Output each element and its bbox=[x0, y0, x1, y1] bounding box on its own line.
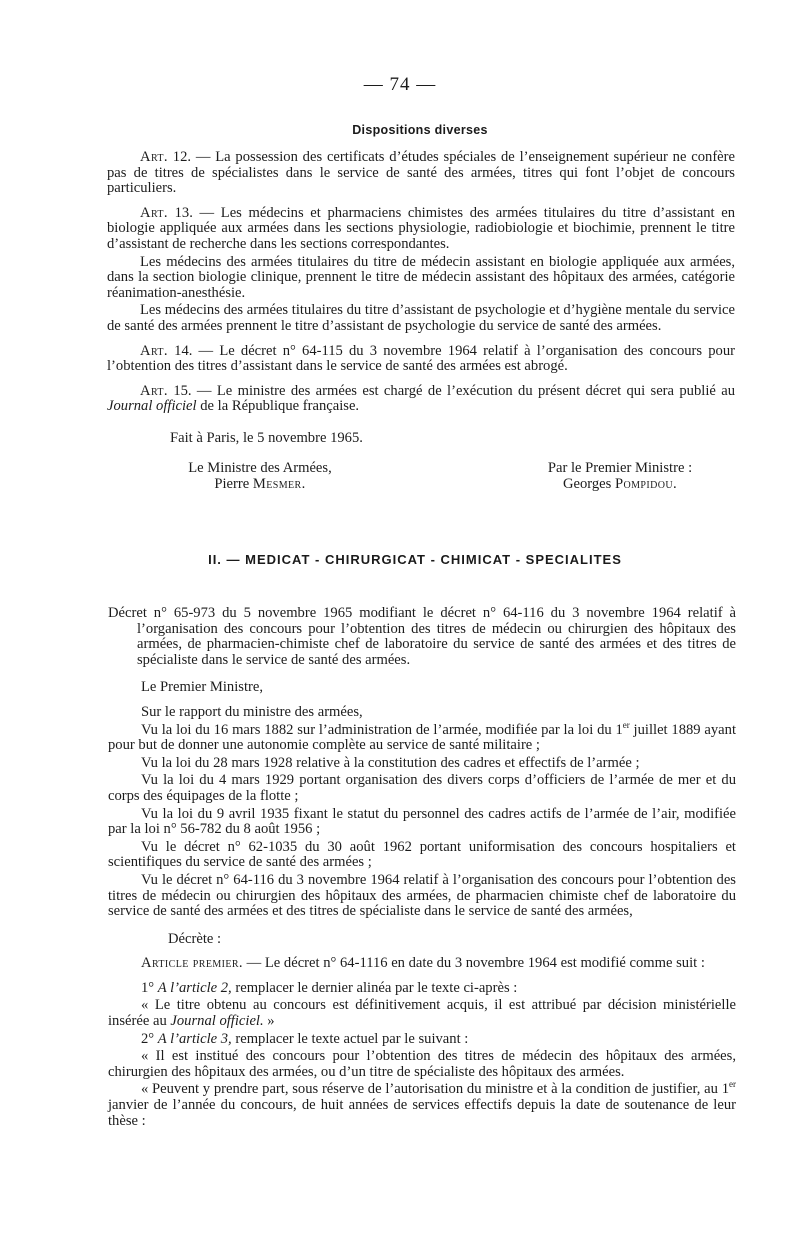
journal-officiel-ref: Journal officiel bbox=[107, 398, 197, 415]
article-12: Art. 12. — La possession des certificats d’études spéciales de l’enseignement supérieur ne confère pas de titres de spécialistes dans le service de santé des armées, titres qui font l’objet de concours particuliers. bbox=[107, 149, 735, 197]
article-13: Art. 13. — Les médecins et pharmaciens chimistes des armées titulaires du titre d’assistant en biologie appliquée aux armées dans les sections physiologie, radiobiologie et biochimie, prennent le titre d’assistant de recherche dans les sections correspondantes. bbox=[107, 204, 735, 252]
signature-title: Le Ministre des Armées, bbox=[188, 460, 332, 476]
decrete-line: Décrète : bbox=[168, 930, 222, 947]
visa-decret-1964: Vu le décret n° 64-116 du 3 novembre 1964 relatif à l’organisation des concours pour l’obtention des titres de médecin ou chirurgien des hôpitaux des armées, de pharmacien chimiste chef de laboratoire du service de santé des armées et des titres de spécialiste dans le service de santé des armées, bbox=[108, 871, 736, 920]
article-label: Art. bbox=[140, 342, 168, 359]
visa-loi-1882: Vu la loi du 16 mars 1882 sur l’administration de l’armée, modifiée par la loi du 1er juillet 1889 ayant pour but de donner une autonomie complète au service de santé militaire ; bbox=[108, 719, 736, 754]
visa-decret-1962: Vu le décret n° 62-1035 du 30 août 1962 portant uniformisation des concours hospitaliers et scientifiques du service de santé des armées ; bbox=[108, 838, 736, 871]
quote-concours-institue: « Il est institué des concours pour l’obtention des titres de médecin des hôpitaux des armées, chirurgien des hôpitaux des armées, ou d’un titre de spécialiste des hôpitaux des armées. bbox=[108, 1048, 736, 1080]
article-label: Article premier. bbox=[141, 955, 243, 972]
premier-ministre-line: Le Premier Ministre, bbox=[141, 679, 263, 696]
article-13-paragraph-3: Les médecins des armées titulaires du titre d’assistant de psychologie et d’hygiène mentale du service de santé des armées prennent le titre d’assistant de psychologie du service de santé des armées. bbox=[107, 302, 735, 334]
quote-titre-obtenu: « Le titre obtenu au concours est définitivement acquis, il est attribué par décision ministérielle insérée au Journal officiel. » bbox=[108, 997, 736, 1030]
section-heading-medicat: II. — MEDICAT - CHIRURGICAT - CHIMICAT - SPECIALITES bbox=[208, 552, 622, 567]
article-15: Art. 15. — Le ministre des armées est chargé de l’exécution du présent décret qui sera publié au Journal officiel de la République française. bbox=[107, 382, 735, 415]
visa-loi-1935: Vu la loi du 9 avril 1935 fixant le statut du personnel des cadres actifs de l’armée de l’air, modifiée par la loi n° 56-782 du 8 août 1956 ; bbox=[108, 805, 736, 838]
signature-name: Georges Pompidou. bbox=[562, 475, 678, 492]
journal-officiel-ref: Journal officiel. bbox=[170, 1013, 264, 1030]
visa-rapport: Sur le rapport du ministre des armées, bbox=[141, 703, 363, 720]
signature-name: Pierre Mesmer. bbox=[214, 475, 306, 492]
article-13-paragraph-2: Les médecins des armées titulaires du titre de médecin assistant en biologie appliquée aux armées, dans la section biologie clinique, prennent le titre de médecin assistant des hôpitaux des armées, catégorie réanimation-anesthésie. bbox=[107, 253, 735, 301]
decree-title: Décret n° 65-973 du 5 novembre 1965 modifiant le décret n° 64-116 du 3 novembre 1964 relatif à l’organisation des concours pour l’obtention des titres de médecin ou chirurgien des hôpitaux des armées, de pharmacien-chimiste chef de laboratoire du service de santé des armées et des titres de spécialiste dans le service de santé des armées. bbox=[108, 605, 736, 668]
decree-block bbox=[108, 606, 736, 1131]
page-number: — 74 — bbox=[363, 74, 437, 95]
item-article-3: 2° A l’article 3, remplacer le texte actuel par le suivant : bbox=[141, 1030, 469, 1047]
visa-loi-1928: Vu la loi du 28 mars 1928 relative à la constitution des cadres et effectifs de l’armée ; bbox=[141, 754, 640, 771]
visa-loi-1929: Vu la loi du 4 mars 1929 portant organisation des divers corps d’officiers de l’armée de mer et du corps des équipages de la flotte ; bbox=[108, 772, 736, 804]
quote-conditions: « Peuvent y prendre part, sous réserve de l’autorisation du ministre et à la condition de justifier, au 1er janvier de l’année du concours, de huit années de services effectifs depuis la date de soutenance de leur thèse : bbox=[108, 1079, 736, 1129]
item-article-2: 1° A l’article 2, remplacer le dernier alinéa par le texte ci-après : bbox=[141, 979, 518, 996]
signature-title: Par le Premier Ministre : bbox=[547, 460, 693, 476]
signature-premier-ministre bbox=[500, 461, 740, 492]
place-date-line: Fait à Paris, le 5 novembre 1965. bbox=[170, 430, 363, 446]
article-14: Art. 14. — Le décret n° 64-115 du 3 novembre 1964 relatif à l’organisation des concours pour l’obtention des titres d’assistant dans le service de santé des armées est abrogé. bbox=[107, 342, 735, 375]
signature-minister-armees bbox=[150, 461, 370, 492]
article-label: Art. bbox=[140, 149, 168, 165]
article-label: Art. bbox=[140, 382, 168, 399]
section-heading-dispositions: Dispositions diverses bbox=[352, 123, 488, 137]
articles-block bbox=[107, 150, 735, 417]
article-label: Art. bbox=[140, 204, 168, 221]
article-premier: Article premier. — Le décret n° 64-1116 en date du 3 novembre 1964 est modifié comme suit : bbox=[141, 955, 705, 972]
